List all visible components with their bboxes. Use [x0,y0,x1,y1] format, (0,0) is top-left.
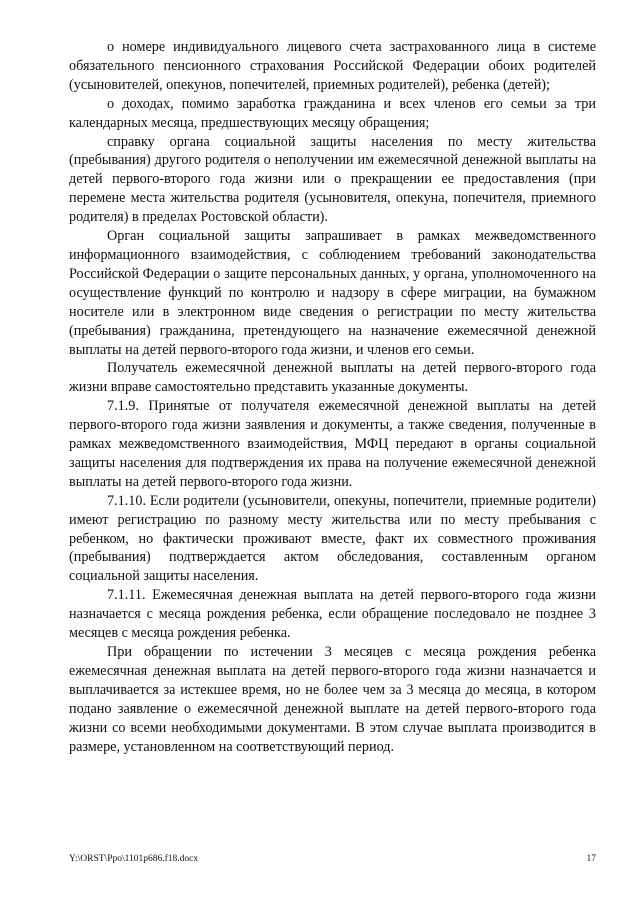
paragraph: При обращении по истечении 3 месяцев с месяца рождения ребенка ежемесячная денежная выплата на детей первого-второго года жизни назначается и выплачивается за истекшее время, но не более чем за 3 месяца до месяца, в котором подано заявление о ежемесячной денежной выплате на детей первого-второго года жизни со всеми необходимыми документами. В этом случае выплата производится в размере, установленном на соответствующий период. [69,644,596,755]
paragraph: Орган социальной защиты запрашивает в рамках межведомственного информационного взаимодействия, с соблюдением требований законодательства Российской Федерации о защите персональных данных, у органа, уполномоченного на осуществление функций по контролю и надзору в сфере миграции, на бумажном носителе или в электронном виде сведения о регистрации по месту жительства (пребывания) гражданина, претендующего на назначение ежемесячной денежной выплаты на детей первого-второго года жизни, и членов его семьи. [69,228,596,358]
paragraph: 7.1.9. Принятые от получателя ежемесячной денежной выплаты на детей первого-второго года жизни заявления и документы, а также сведения, полученные в рамках межведомственного взаимодействия, МФЦ передают в органы социальной защиты населения для подтверждения их права на получение ежемесячной денежной выплаты на детей первого-второго года жизни. [69,398,596,490]
paragraph: 7.1.10. Если родители (усыновители, опекуны, попечители, приемные родители) имеют регистрацию по разному месту жительства или по месту пребывания с ребенком, но фактически проживают вместе, факт их совместного проживания (пребывания) подтверждается актом обследования, составленным органом социальной защиты населения. [69,492,596,585]
paragraph: Получатель ежемесячной денежной выплаты на детей первого-второго года жизни вправе самостоятельно представить указанные документы. [69,360,596,396]
page-number: 17 [586,854,596,864]
paragraph: о доходах, помимо заработка гражданина и всех членов его семьи за три календарных месяца, предшествующих месяцу обращения; [69,95,596,131]
document-body [69,38,596,756]
paragraph: о номере индивидуального лицевого счета застрахованного лица в системе обязательного пенсионного страхования Российской Федерации обоих родителей (усыновителей, опекунов, попечителей, приемных родителей), ребенка (детей); [69,39,596,93]
paragraph: 7.1.11. Ежемесячная денежная выплата на детей первого-второго года жизни назначается с месяца рождения ребенка, если обращение последовало не позднее 3 месяцев с месяца рождения ребенка. [69,587,596,642]
footer-file-path: Y:\ORST\Ppo\1101p686.f18.docx [69,854,199,864]
paragraph: справку органа социальной защиты населения по месту жительства (пребывания) другого родителя о неполучении им ежемесячной денежной выплаты на детей первого-второго года жизни или о прекращении ее предоставления (при перемене места жительства родителя (усыновителя, опекуна, попечителя, приемного родителя) в пределах Ростовской области). [69,133,596,226]
